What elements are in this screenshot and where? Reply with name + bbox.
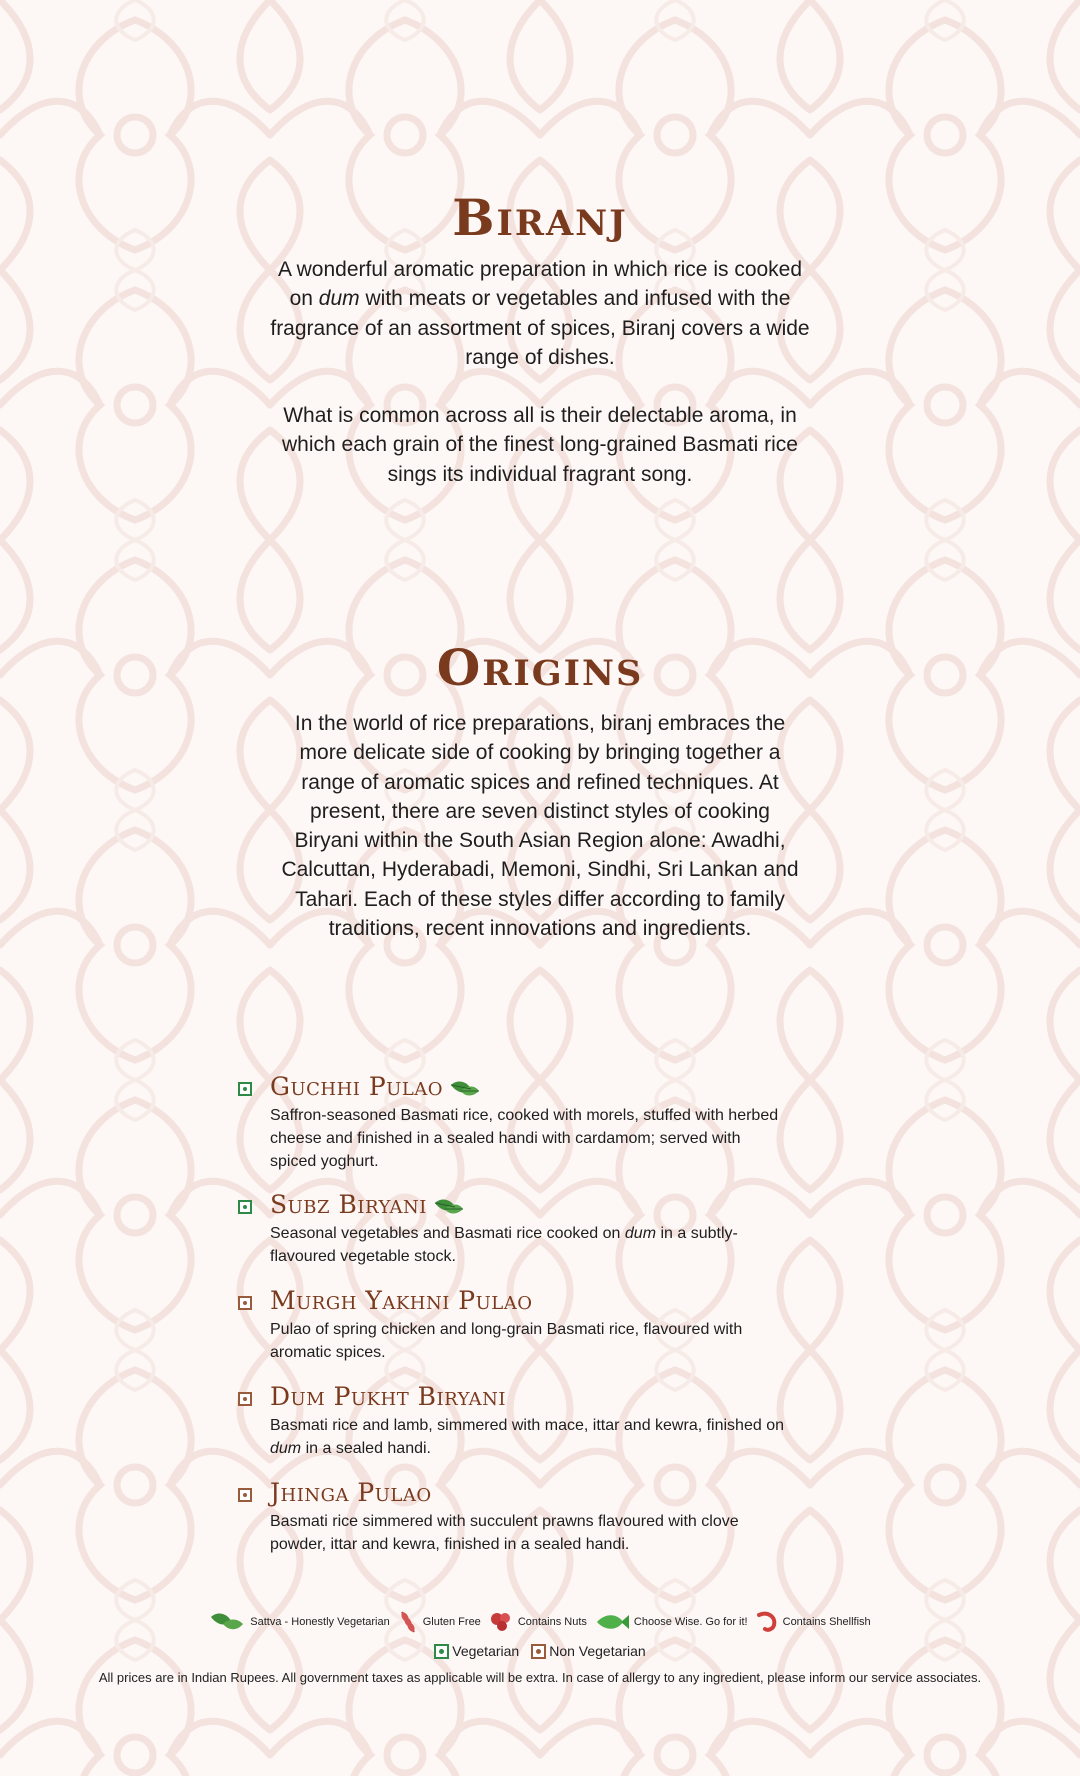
legend-contains-shellfish: Contains Shellfish [756,1611,871,1633]
menu-item-description: Basmati rice and lamb, simmered with mace, ittar and kewra, finished on dum in a sealed handi. [270,1417,784,1457]
leaf-icon [433,1197,465,1217]
legend-choose-wise: Choose Wise. Go for it! [595,1613,748,1631]
diet-type-legend [0,1643,1080,1659]
menu-item-name: Guchhi Pulao [270,1072,481,1101]
legend-gluten-free: Gluten Free [398,1610,481,1634]
legend-non-vegetarian: Non Vegetarian [531,1643,646,1659]
non-vegetarian-indicator-icon [238,1296,252,1310]
menu-item-description: Pulao of spring chicken and long-grain Basmati rice, flavoured with aromatic spices. [270,1321,743,1361]
legend-vegetarian: Vegetarian [434,1643,519,1659]
wheat-icon [398,1610,418,1634]
origins-paragraph: In the world of rice preparations, biranj embraces the more delicate side of cooking by bringing together a range of aromatic spices and refined techniques. At present, there are seven distinct styles of cooking Biryani within the South Asian Region alone: Awadhi, Calcuttan, Hyderabadi, Memoni, Sindhi, Sri Lankan and Tahari. Each of these styles differ according to family traditions, recent innovations and ingredients. [281,712,799,941]
menu-item-description: Saffron-seasoned Basmati rice, cooked with morels, stuffed with herbed cheese and finished in a sealed handi with cardamom; served with spiced yoghurt. [270,1107,779,1170]
legend-sattva: Sattva - Honestly Vegetarian [209,1611,389,1633]
menu-item-name: Murgh Yakhni Pulao [270,1286,533,1315]
price-disclaimer: All prices are in Indian Rupees. All government taxes as applicable will be extra. In case of allergy to any ingredient, please inform our service associates. [98,1670,982,1685]
menu-item-name: Jhinga Pulao [270,1478,432,1507]
menu-item-name: Dum Pukht Biryani [270,1382,507,1411]
vegetarian-indicator-icon [434,1644,449,1659]
nut-icon [489,1610,513,1634]
shrimp-icon [756,1611,778,1633]
leaf-icon [449,1079,481,1099]
menu-item-description: Basmati rice simmered with succulent prawns flavoured with clove powder, ittar and kewra, finished in a sealed handi. [270,1513,739,1553]
vegetarian-indicator-icon [238,1200,252,1214]
origins-title: Origins [436,638,644,697]
fish-icon [595,1613,629,1631]
non-vegetarian-indicator-icon [531,1644,546,1659]
biranj-aroma-paragraph: What is common across all is their delectable aroma, in which each grain of the finest long-grained Basmati rice sings its individual fragrant song. [282,404,798,486]
biranj-intro-paragraph: A wonderful aromatic preparation in which rice is cooked on dum with meats or vegetables and infused with the fragrance of an assortment of spices, Biranj covers a wide range of dishes. [270,258,810,369]
dietary-legend [0,1610,1080,1634]
vegetarian-indicator-icon [238,1082,252,1096]
leaf-icon [209,1611,245,1633]
non-vegetarian-indicator-icon [238,1488,252,1502]
non-vegetarian-indicator-icon [238,1392,252,1406]
biranj-title: Biranj [452,188,628,247]
legend-contains-nuts: Contains Nuts [489,1610,587,1634]
menu-item-name: Subz Biryani [270,1190,465,1219]
menu-item-description: Seasonal vegetables and Basmati rice cooked on dum in a subtly-flavoured vegetable stock. [270,1225,738,1265]
